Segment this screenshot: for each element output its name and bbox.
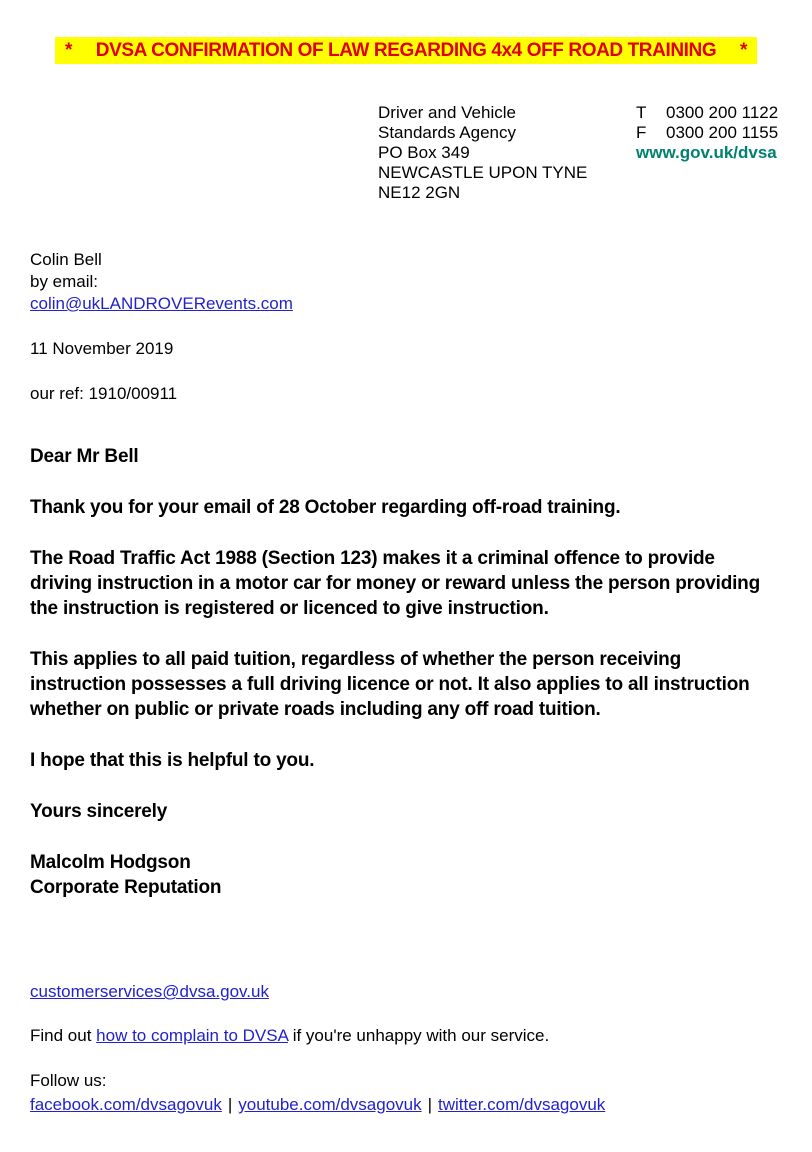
body-paragraph: This applies to all paid tuition, regardless of whether the person receiving instruction possesses a full driving licence or not. It also applies to all instruction whether on public or private roads including any off road tuition. xyxy=(30,649,750,720)
agency-address-line: NEWCASTLE UPON TYNE xyxy=(378,163,588,182)
agency-contact-block xyxy=(636,103,786,163)
recipient-email-link[interactable]: colin@ukLANDROVERevents.com xyxy=(30,294,293,313)
agency-address-line: Driver and Vehicle xyxy=(378,103,516,122)
closing: Yours sincerely xyxy=(30,801,168,822)
complain-link[interactable]: how to complain to DVSA xyxy=(96,1026,288,1045)
twitter-link[interactable]: twitter.com/dvsagovuk xyxy=(438,1095,606,1114)
agency-address-line: PO Box 349 xyxy=(378,143,470,162)
salutation: Dear Mr Bell xyxy=(30,446,139,467)
recipient-name: Colin Bell xyxy=(30,250,102,269)
phone-number: 0300 200 1122 xyxy=(666,103,779,122)
recipient-block xyxy=(30,249,293,315)
follow-us-label: Follow us: xyxy=(30,1071,107,1090)
signatory-title: Corporate Reputation xyxy=(30,877,222,898)
phone-row xyxy=(636,103,786,123)
page-title: DVSA CONFIRMATION OF LAW REGARDING 4x4 OFF ROAD TRAINING xyxy=(95,39,717,61)
agency-address-block xyxy=(378,103,587,203)
customer-services-row xyxy=(30,982,269,1002)
signatory-name: Malcolm Hodgson xyxy=(30,852,191,873)
social-separator: | xyxy=(427,1095,433,1114)
body-paragraph: I hope that this is helpful to you. xyxy=(30,750,315,771)
complain-row xyxy=(30,1026,549,1046)
social-links-row xyxy=(30,1093,605,1117)
fax-row xyxy=(636,123,786,143)
letter-date: 11 November 2019 xyxy=(30,339,174,358)
complain-prefix: Find out xyxy=(30,1026,97,1045)
body-paragraph: Thank you for your email of 28 October regarding off-road training. xyxy=(30,497,621,518)
phone-label: T xyxy=(636,103,647,122)
agency-address-line: Standards Agency xyxy=(378,123,516,142)
agency-address-line: NE12 2GN xyxy=(378,183,461,202)
customer-services-email-link[interactable]: customerservices@dvsa.gov.uk xyxy=(30,982,269,1001)
complain-suffix: if you're unhappy with our service. xyxy=(287,1026,550,1045)
fax-label: F xyxy=(636,123,647,142)
youtube-link[interactable]: youtube.com/dvsagovuk xyxy=(238,1095,422,1114)
letter-reference: our ref: 1910/00911 xyxy=(30,384,178,403)
fax-number: 0300 200 1155 xyxy=(666,123,779,142)
recipient-delivery-method: by email: xyxy=(30,272,99,291)
letter-body xyxy=(30,444,780,900)
social-separator: | xyxy=(227,1095,233,1114)
facebook-link[interactable]: facebook.com/dvsagovuk xyxy=(30,1095,222,1114)
headline-banner xyxy=(55,37,757,64)
agency-website-link[interactable]: www.gov.uk/dvsa xyxy=(636,143,777,162)
social-block xyxy=(30,1069,605,1117)
banner-asterisk-right: * xyxy=(740,39,747,61)
body-paragraph: The Road Traffic Act 1988 (Section 123) makes it a criminal offence to provide driving instruction in a motor car for money or reward unless the person providing the instruction is registered or licenced to give instruction. xyxy=(30,548,760,619)
banner-asterisk-left: * xyxy=(65,39,72,61)
